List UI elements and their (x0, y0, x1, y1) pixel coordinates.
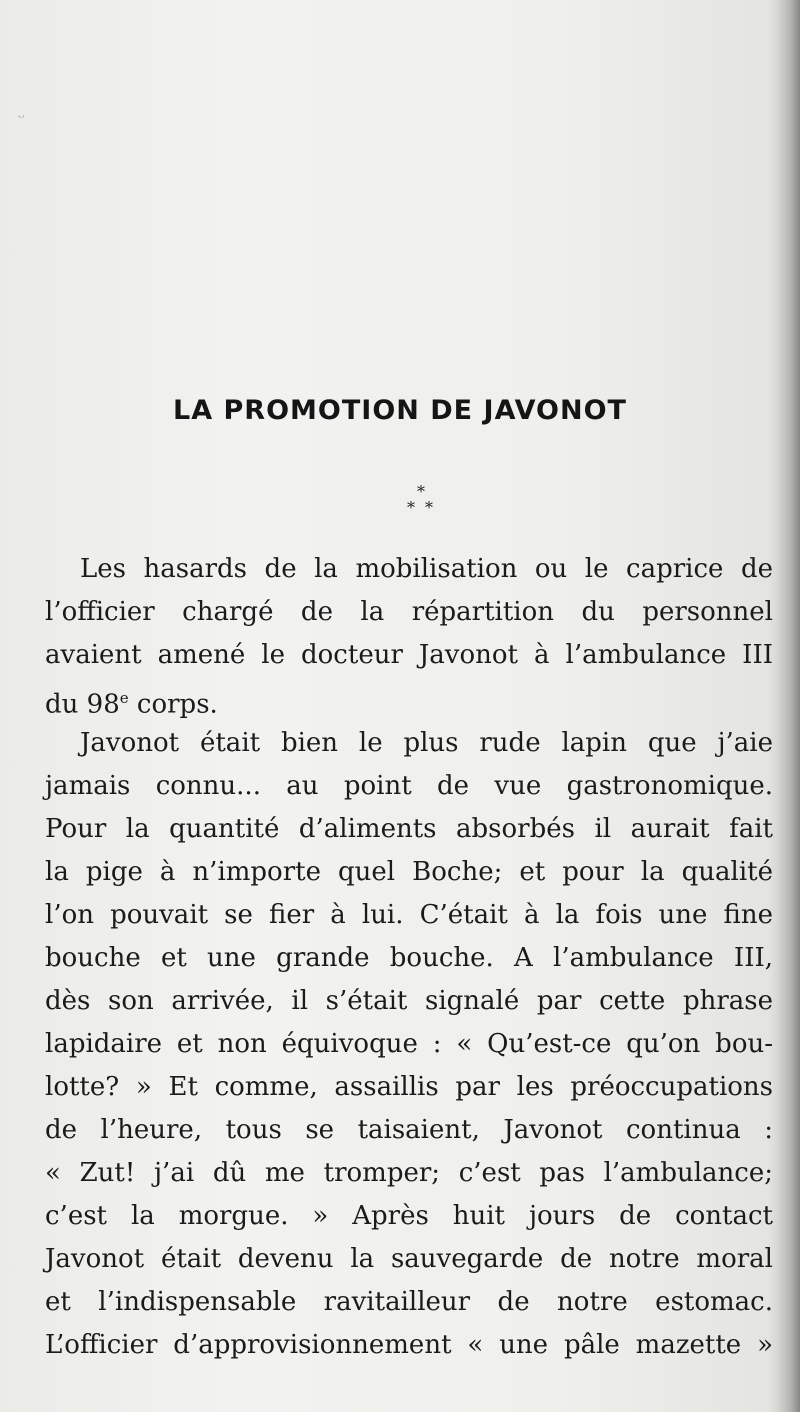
text-line: l’officier chargé de la répartition du personnel (45, 597, 773, 627)
paper-smudge-mark: ᵕ (18, 108, 25, 129)
text-line: L’officier d’approvisionnement « une pâle mazette » (45, 1330, 773, 1360)
page-edge-shadow (778, 0, 800, 1412)
text-line: bouche et une grande bouche. A l’ambulance III, (45, 943, 773, 973)
text-line: dès son arrivée, il s’était signalé par cette phrase (45, 986, 773, 1016)
text-line: Javonot était devenu la sauvegarde de notre moral (45, 1244, 773, 1274)
chapter-title: LA PROMOTION DE JAVONOT (173, 395, 627, 426)
text-line: de l’heure, tous se taisaient, Javonot continua : (45, 1115, 773, 1145)
text-line: Les hasards de la mobilisation ou le caprice de (80, 554, 773, 584)
text-line: avaient amené le docteur Javonot à l’ambulance III (45, 640, 773, 670)
text-line: l’on pouvait se fier à lui. C’était à la fois une fine (45, 900, 773, 930)
text-line: la pige à n’importe quel Boche; et pour la qualité (45, 857, 773, 887)
text-line: lotte? » Et comme, assaillis par les préoccupations (45, 1072, 773, 1102)
asterism-star-top: * (417, 482, 425, 501)
asterism-star-right: * (425, 498, 433, 517)
text-line: c’est la morgue. » Après huit jours de contact (45, 1201, 773, 1231)
asterism-star-left: * (407, 498, 415, 517)
asterism-ornament (395, 482, 445, 522)
text-line-corps: du 98e corps. (45, 689, 218, 720)
text-line: et l’indispensable ravitailleur de notre estomac. (45, 1287, 773, 1317)
text-line: Javonot était bien le plus rude lapin que j’aie (80, 728, 773, 758)
text-line: Pour la quantité d’aliments absorbés il aurait fait (45, 814, 773, 844)
text-line: jamais connu... au point de vue gastronomique. (45, 771, 773, 801)
text-line: « Zut! j’ai dû me tromper; c’est pas l’ambulance; (45, 1158, 773, 1188)
text-line: lapidaire et non équivoque : « Qu’est-ce qu’on bou- (45, 1029, 773, 1059)
